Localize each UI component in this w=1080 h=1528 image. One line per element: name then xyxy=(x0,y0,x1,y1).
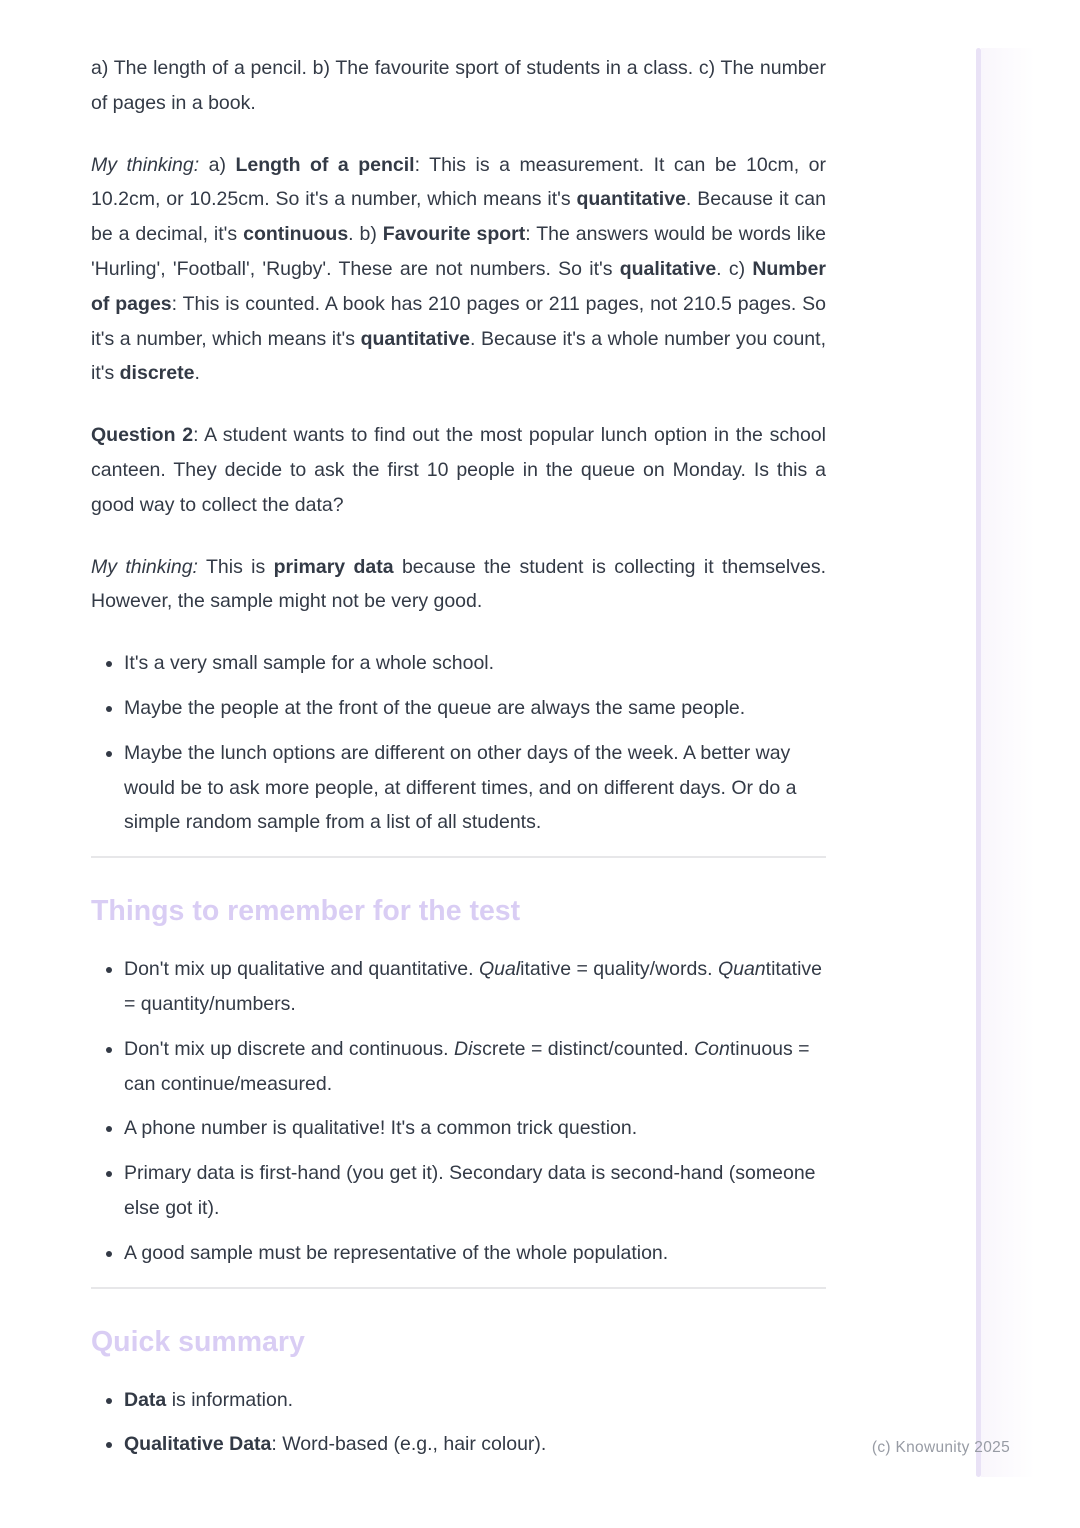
text-segment: Number of pages xyxy=(91,257,826,315)
bullet-item xyxy=(124,1032,826,1102)
text-segment: : A student wants to find out the most popular lunch option in the school canteen. They decide to ask the first 10 people in the queue on Monday. Is this a good way to collect the data? xyxy=(91,424,826,516)
text-segment: crete = distinct/counted. xyxy=(482,1037,695,1060)
text-segment: Qual xyxy=(478,958,521,981)
sample-problems-list xyxy=(91,646,826,840)
text-segment: itative = quality/words. xyxy=(520,958,718,981)
text-segment: Things to remember for the test xyxy=(91,895,521,928)
text-segment: discrete xyxy=(119,362,195,385)
things-to-remember-list xyxy=(91,952,826,1270)
text-segment: tinuous = can continue/measured. xyxy=(124,1037,810,1095)
text-segment: A good sample must be representative of the whole population. xyxy=(124,1241,669,1264)
page-edge-shadow xyxy=(981,48,1035,1477)
text-segment: Maybe the lunch options are different on other days of the week. A better way would be to ask more people, at different times, and on different days. Or do a simple random sample from a list of all students. xyxy=(124,741,797,834)
text-segment: Dis xyxy=(454,1037,483,1060)
text-segment: My thinking: xyxy=(91,555,198,578)
text-segment: Quan xyxy=(717,958,766,981)
bullet-item xyxy=(124,952,826,1022)
text-segment: : The answers would be words like 'Hurling', 'Football', 'Rugby'. These are not numbers. So it's xyxy=(91,223,827,280)
text-segment: It's a very small sample for a whole school. xyxy=(124,652,495,675)
text-segment: . c) xyxy=(716,257,753,280)
bullet-item xyxy=(124,1383,826,1418)
text-segment: : This is counted. A book has 210 pages or 211 pages, not 210.5 pages. So it's a number, which means it's xyxy=(91,292,826,350)
things-to-remember-heading xyxy=(91,894,826,928)
text-segment: is information. xyxy=(166,1388,294,1411)
text-segment: Data xyxy=(124,1388,167,1411)
document-content xyxy=(91,0,826,1462)
text-segment: Primary data is first-hand (you get it). Secondary data is second-hand (someone else got it). xyxy=(124,1162,816,1219)
text-segment: A phone number is qualitative! It's a common trick question. xyxy=(124,1117,638,1140)
text-segment: quantitative xyxy=(360,327,470,350)
bullet-item xyxy=(124,1156,826,1226)
text-segment: qualitative xyxy=(619,257,717,280)
text-segment: primary data xyxy=(273,555,394,578)
bullet-item xyxy=(124,1427,826,1462)
text-segment: : Word-based (e.g., hair colour). xyxy=(271,1433,547,1456)
section-divider-2 xyxy=(91,1287,826,1289)
text-segment: : This is a measurement. It can be 10cm, or 10.2cm, or 10.25cm. So it's a number, which means it's xyxy=(91,153,826,211)
text-segment: Con xyxy=(694,1037,730,1060)
text-segment: Don't mix up discrete and continuous. xyxy=(124,1037,454,1060)
text-segment: quantitative xyxy=(576,188,686,211)
section-divider-1 xyxy=(91,856,826,858)
copyright-footer: (c) Knowunity 2025 xyxy=(871,1439,1010,1456)
question-2-paragraph xyxy=(91,418,826,522)
bullet-item xyxy=(124,1111,826,1146)
intro-answers-paragraph xyxy=(91,51,826,121)
bullet-item xyxy=(124,1236,826,1271)
text-segment: Length of a pencil xyxy=(235,153,415,176)
text-segment: a) xyxy=(199,153,236,176)
bullet-item xyxy=(124,646,826,681)
text-segment: Favourite sport xyxy=(382,223,526,246)
text-segment: Quick summary xyxy=(91,1325,305,1358)
text-segment: My thinking: xyxy=(91,153,200,176)
quick-summary-list xyxy=(91,1383,826,1463)
scrollbar-thumb[interactable] xyxy=(976,48,981,1477)
text-segment: a) The length of a pencil. b) The favourite sport of students in a class. c) The number of pages in a book. xyxy=(91,57,826,114)
text-segment: . Because it's a whole number you count, it's xyxy=(91,327,826,385)
text-segment: Qualitative Data xyxy=(124,1433,272,1456)
text-segment: continuous xyxy=(243,223,349,246)
quick-summary-heading xyxy=(91,1325,826,1359)
text-segment: . Because it can be a decimal, it's xyxy=(91,188,826,246)
bullet-item xyxy=(124,691,826,726)
text-segment: titative = quantity/numbers. xyxy=(124,958,823,1015)
text-segment: because the student is collecting it themselves. However, the sample might not be very good. xyxy=(91,555,827,613)
text-segment: . b) xyxy=(348,223,383,246)
my-thinking-question-1 xyxy=(91,148,826,392)
bullet-item xyxy=(124,736,826,840)
text-segment: This is xyxy=(197,555,274,578)
my-thinking-question-2 xyxy=(91,550,826,620)
text-segment: Question 2 xyxy=(91,424,194,447)
text-segment: Don't mix up qualitative and quantitative. xyxy=(124,958,479,981)
text-segment: . xyxy=(194,362,200,385)
text-segment: Maybe the people at the front of the queue are always the same people. xyxy=(124,696,746,719)
